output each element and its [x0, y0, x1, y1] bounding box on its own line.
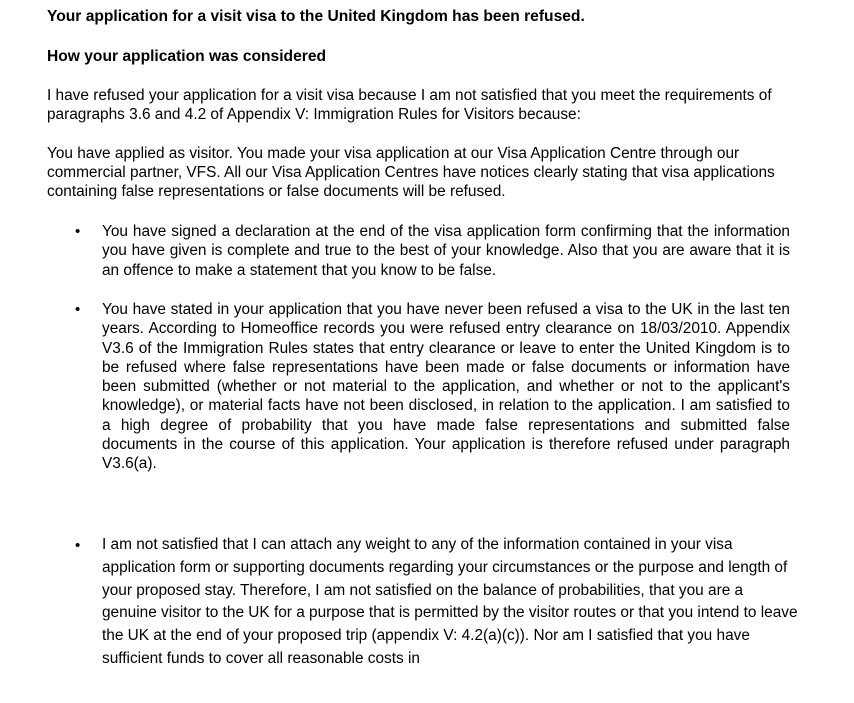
bullet-icon: • — [75, 301, 81, 318]
bullet-text: I am not satisfied that I can attach any weight to any of the information contained in your visa application form or supporting documents regarding your circumstances or the purpose and length of your proposed stay. Therefore, I am not satisfied on the balance of probabilities, that you are a genuine visitor to the UK for a purpose that is permitted by the visitor routes or that you intend to leave the UK at the end of your proposed trip (appendix V: 4.2(a)(c)). Nor am I satisfied that you have sufficient funds to cover all reasonable costs in — [102, 536, 798, 667]
application-paragraph: You have applied as visitor. You made your visa application at our Visa Application Centre through our commercial partner, VFS. All our Visa Application Centres have notices clearly stating that visa applications containing false representations or false documents will be refused. — [47, 145, 775, 200]
section-heading: How your application was considered — [47, 48, 327, 65]
bullet-text: You have stated in your application that you have never been refused a visa to the UK in the last ten years. According to Homeoffice records you were refused entry clearance on 18/03/2010. Appendix V3.6 of the Immigration Rules states that entry clearance or leave to enter the United Kingdom is to be refused where false representations have been made or false documents or information have been submitted (whether or not material to the application, and whether or not to the applicant's knowledge), or material facts have not been disclosed, in relation to the application. I am satisfied to a high degree of probability that you have made false representations and submitted false documents in the course of this application. Your application is therefore refused under paragraph V3.6(a). — [102, 301, 790, 473]
bullet-icon: • — [75, 537, 81, 554]
bullet-icon: • — [75, 223, 81, 240]
bullet-text: You have signed a declaration at the end of the visa application form confirming that the information you have given is complete and true to the best of your knowledge. Also that you are aware that it is an offence to make a statement that you know to be false. — [102, 223, 790, 279]
intro-paragraph: I have refused your application for a visit visa because I am not satisfied that you meet the requirements of paragraphs 3.6 and 4.2 of Appendix V: Immigration Rules for Visitors because: — [47, 87, 772, 123]
letter-title: Your application for a visit visa to the United Kingdom has been refused. — [47, 8, 585, 25]
